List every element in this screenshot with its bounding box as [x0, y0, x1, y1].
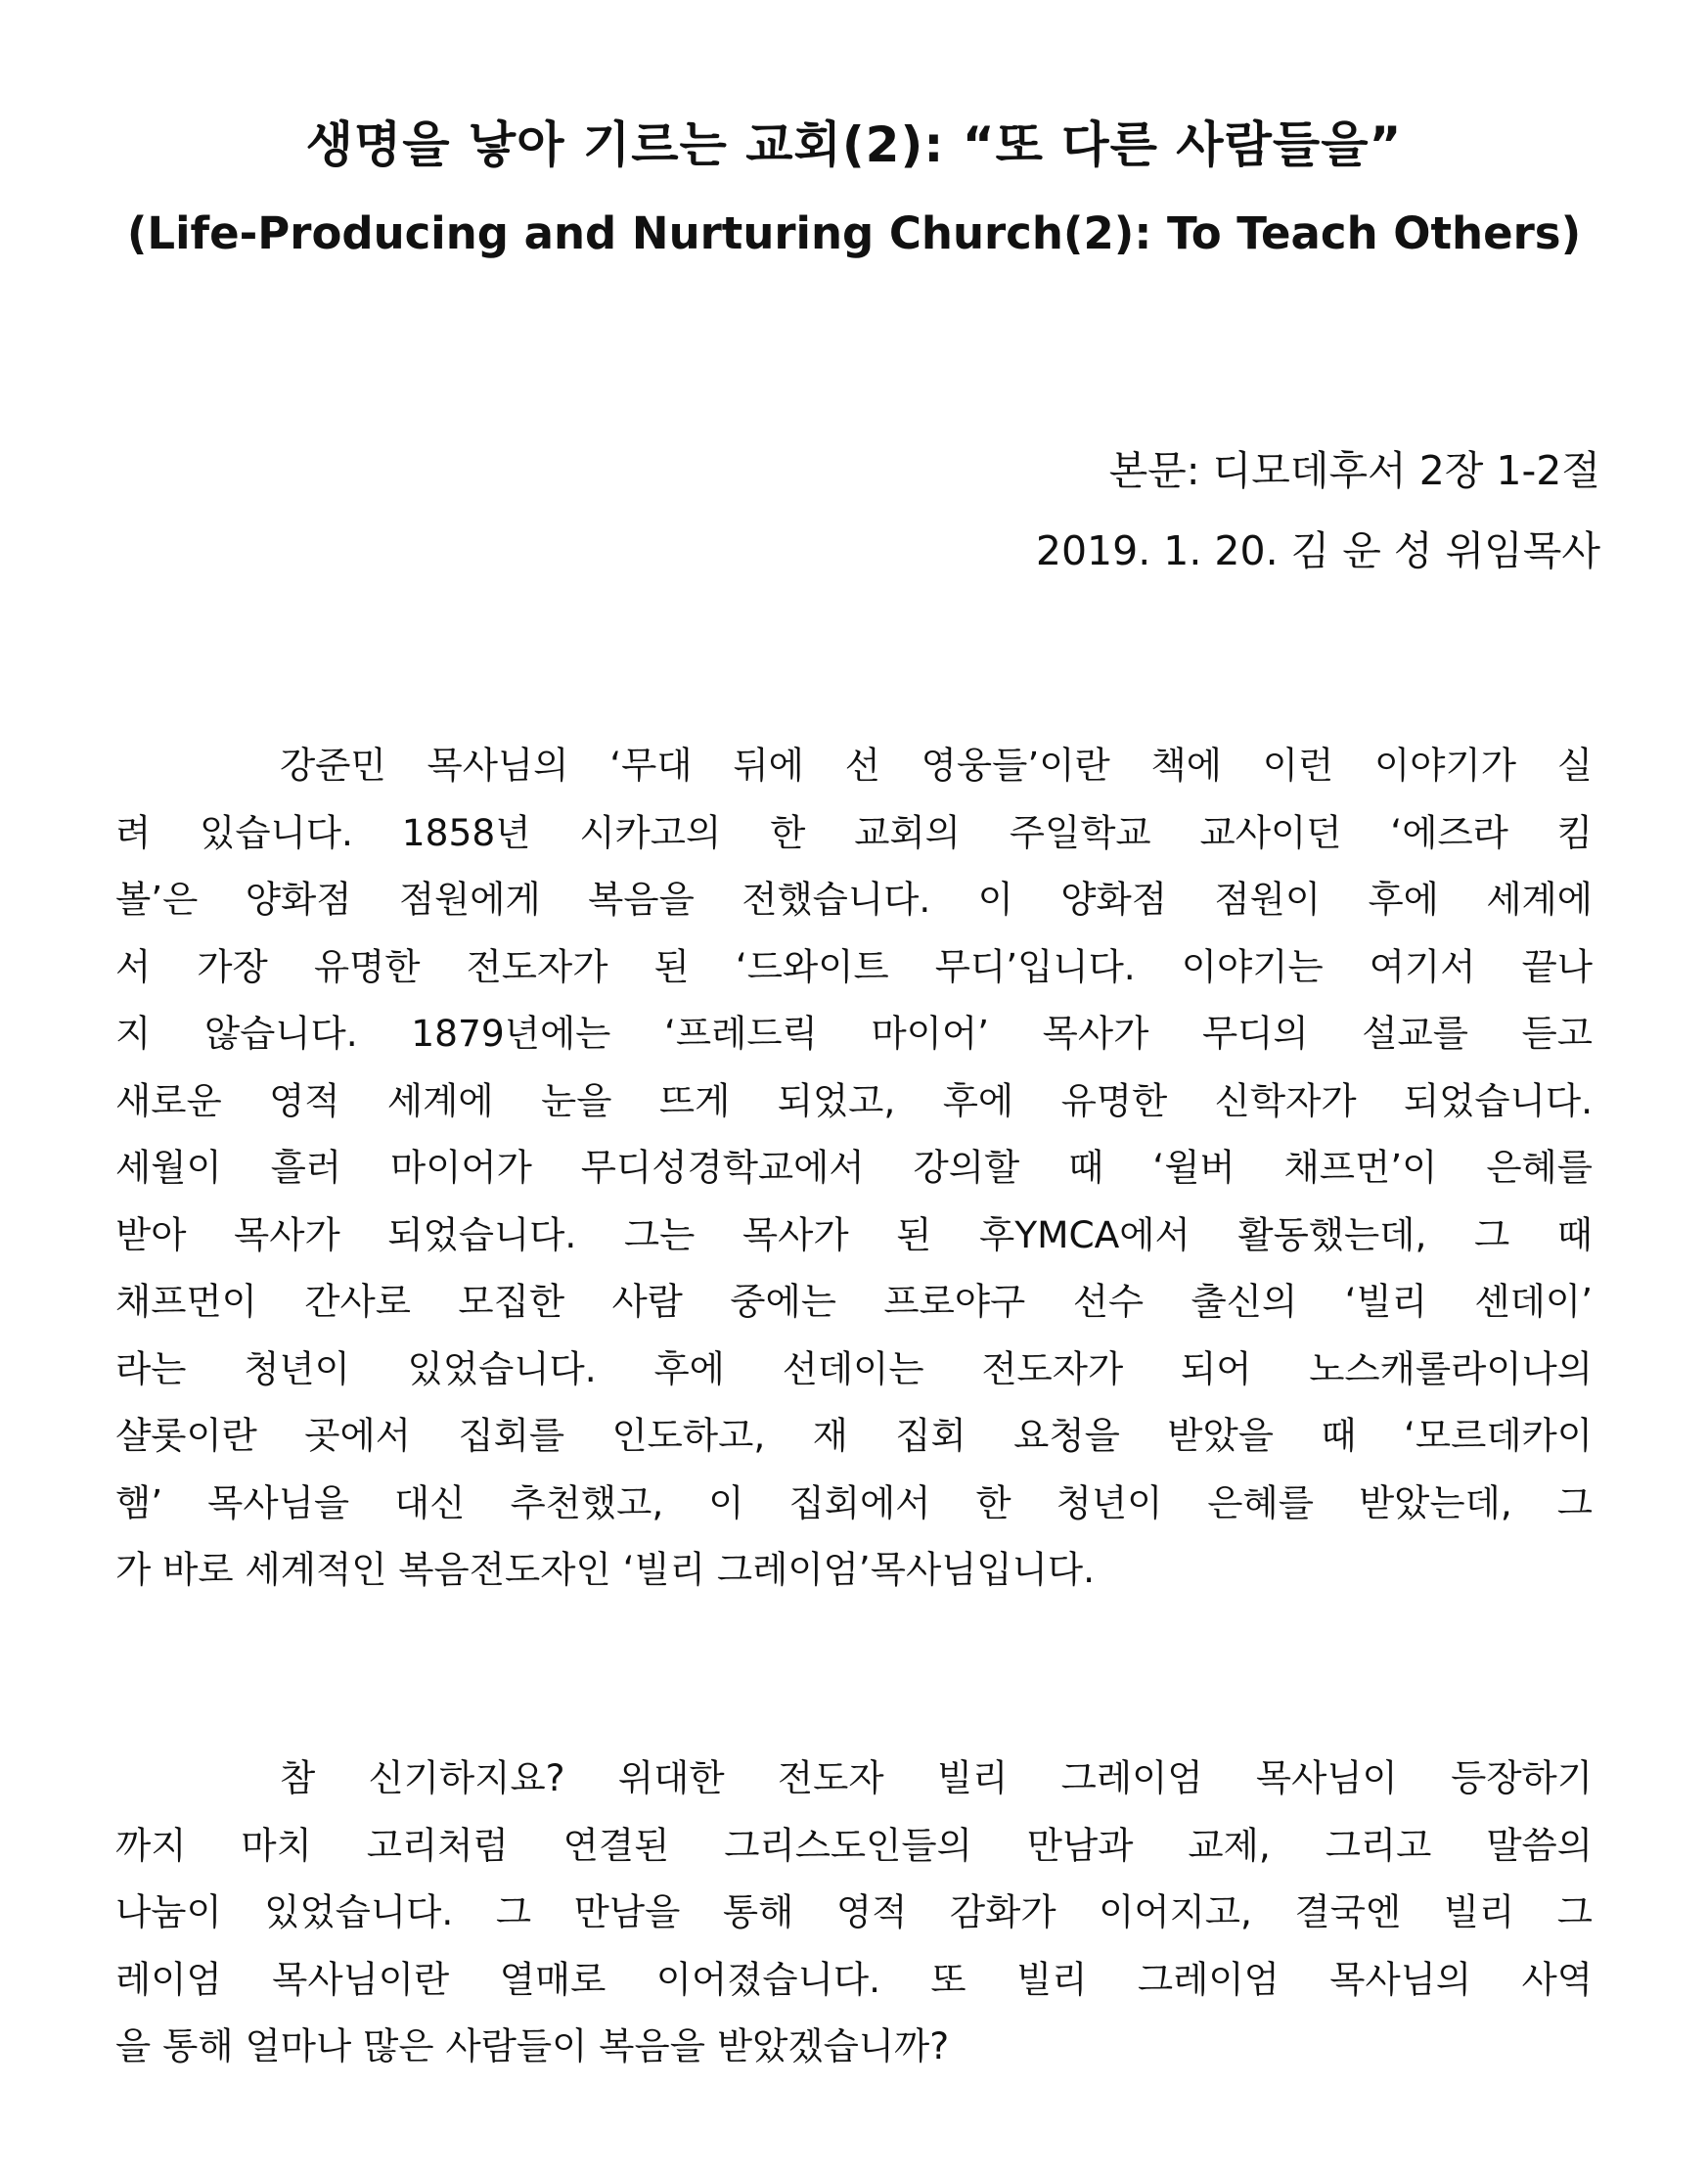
text-line: 나눔이 있었습니다. 그 만남을 통해 영적 감화가 이어지고, 결국엔 빌리 그	[115, 1890, 1593, 1933]
text-line: 려 있습니다. 1858년 시카고의 한 교회의 주일학교 교사이던 ‘에즈라 킴	[115, 810, 1593, 854]
sermon-subtitle-english: (Life-Producing and Nurturing Church(2): To Teach Others)	[126, 207, 1582, 259]
paragraph-1	[115, 732, 1593, 1604]
text-line: 가 바로 세계적인 복음전도자인 ‘빌리 그레이엄’목사님입니다.	[115, 1548, 1095, 1591]
text-line: 세월이 흘러 마이어가 무디성경학교에서 강의할 때 ‘윌버 채프먼’이 은혜를	[115, 1146, 1593, 1189]
text-line: 지 않습니다. 1879년에는 ‘프레드릭 마이어’ 목사가 무디의 설교를 듣고	[115, 1012, 1593, 1055]
text-line: 채프먼이 간사로 모집한 사람 중에는 프로야구 선수 출신의 ‘빌리 센데이’	[115, 1280, 1593, 1323]
text-line: 볼’은 양화점 점원에게 복음을 전했습니다. 이 양화점 점원이 후에 세계에	[115, 878, 1593, 921]
text-line: 샬롯이란 곳에서 집회를 인도하고, 재 집회 요청을 받았을 때 ‘모르데카이	[115, 1414, 1593, 1457]
text-line: 레이엄 목사님이란 열매로 이어졌습니다. 또 빌리 그레이엄 목사님의 사역	[115, 1957, 1593, 2001]
text-line: 새로운 영적 세계에 눈을 뜨게 되었고, 후에 유명한 신학자가 되었습니다.	[115, 1078, 1593, 1122]
text-line: 라는 청년이 있었습니다. 후에 선데이는 전도자가 되어 노스캐롤라이나의	[115, 1346, 1593, 1390]
text-line: 까지 마치 고리처럼 연결된 그리스도인들의 만남과 교제, 그리고 말씀의	[115, 1823, 1593, 1867]
text-line: 을 통해 얼마나 많은 사람들이 복음을 받았겠습니까?	[115, 2024, 950, 2067]
date-and-author: 2019. 1. 20. 김 운 성 위임목사	[1035, 527, 1600, 574]
scripture-reference: 본문: 디모데후서 2장 1-2절	[1108, 447, 1600, 494]
text-line: 참 신기하지요? 위대한 전도자 빌리 그레이엄 목사님이 등장하기	[280, 1756, 1593, 1799]
paragraph-2	[115, 1745, 1593, 2080]
text-line: 햄’ 목사님을 대신 추천했고, 이 집회에서 한 청년이 은혜를 받았는데, 그	[115, 1480, 1593, 1524]
text-line: 서 가장 유명한 전도자가 된 ‘드와이트 무디’입니다. 이야기는 여기서 끝나	[115, 944, 1593, 988]
text-line: 강준민 목사님의 ‘무대 뒤에 선 영웅들’이란 책에 이런 이야기가 실	[280, 744, 1593, 787]
sermon-title: 생명을 낳아 기르는 교회(2): “또 다른 사람들을”	[305, 116, 1403, 173]
text-line: 받아 목사가 되었습니다. 그는 목사가 된 후YMCA에서 활동했는데, 그 때	[115, 1212, 1593, 1256]
